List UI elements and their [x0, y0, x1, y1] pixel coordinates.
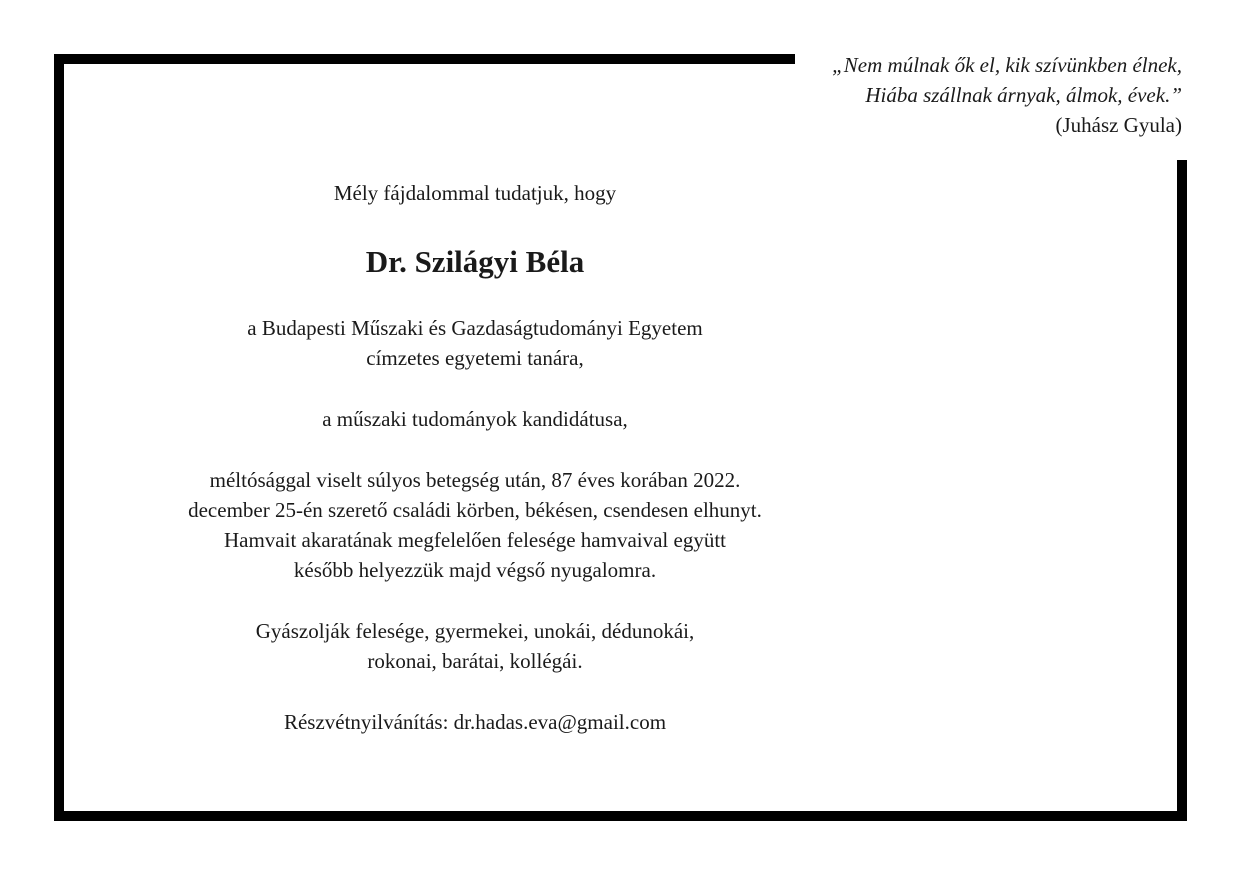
- degree-text: a műszaki tudományok kandidátusa,: [322, 407, 628, 431]
- message-text: [100, 465, 850, 585]
- quote-author: (Juhász Gyula): [1055, 113, 1182, 137]
- mourners-line: Gyászolják felesége, gyermekei, unokái, dédunokái,: [255, 619, 695, 643]
- quote-line: Hiába szállnak árnyak, álmok, évek.”: [865, 83, 1182, 107]
- frame-right-border: [1177, 160, 1187, 821]
- poem-quote: [762, 50, 1182, 140]
- position-line: a Budapesti Műszaki és Gazdaságtudományi Egyetem: [247, 316, 703, 340]
- frame-top-border: [54, 54, 795, 64]
- position-text: [100, 313, 850, 373]
- quote-line: „Nem múlnak ők el, kik szívünkben élnek,: [832, 53, 1182, 77]
- message-line: december 25-én szerető családi körben, békésen, csendesen elhunyt.: [188, 498, 762, 522]
- mourners-text: [100, 616, 850, 676]
- mourners-line: rokonai, barátai, kollégái.: [367, 649, 583, 673]
- condolence-contact: Részvétnyilvánítás: dr.hadas.eva@gmail.com: [283, 710, 667, 734]
- message-line: később helyezzük majd végső nyugalomra.: [293, 558, 657, 582]
- frame-left-border: [54, 54, 64, 821]
- notice-intro: Mély fájdalommal tudatjuk, hogy: [333, 181, 617, 205]
- message-line: méltósággal viselt súlyos betegség után, 87 éves korában 2022.: [209, 468, 741, 492]
- frame-bottom-border: [54, 811, 1187, 821]
- death-notice: [100, 178, 850, 737]
- position-line: címzetes egyetemi tanára,: [366, 346, 584, 370]
- deceased-name: Dr. Szilágyi Béla: [365, 244, 585, 279]
- message-line: Hamvait akaratának megfelelően felesége hamvaival együtt: [223, 528, 726, 552]
